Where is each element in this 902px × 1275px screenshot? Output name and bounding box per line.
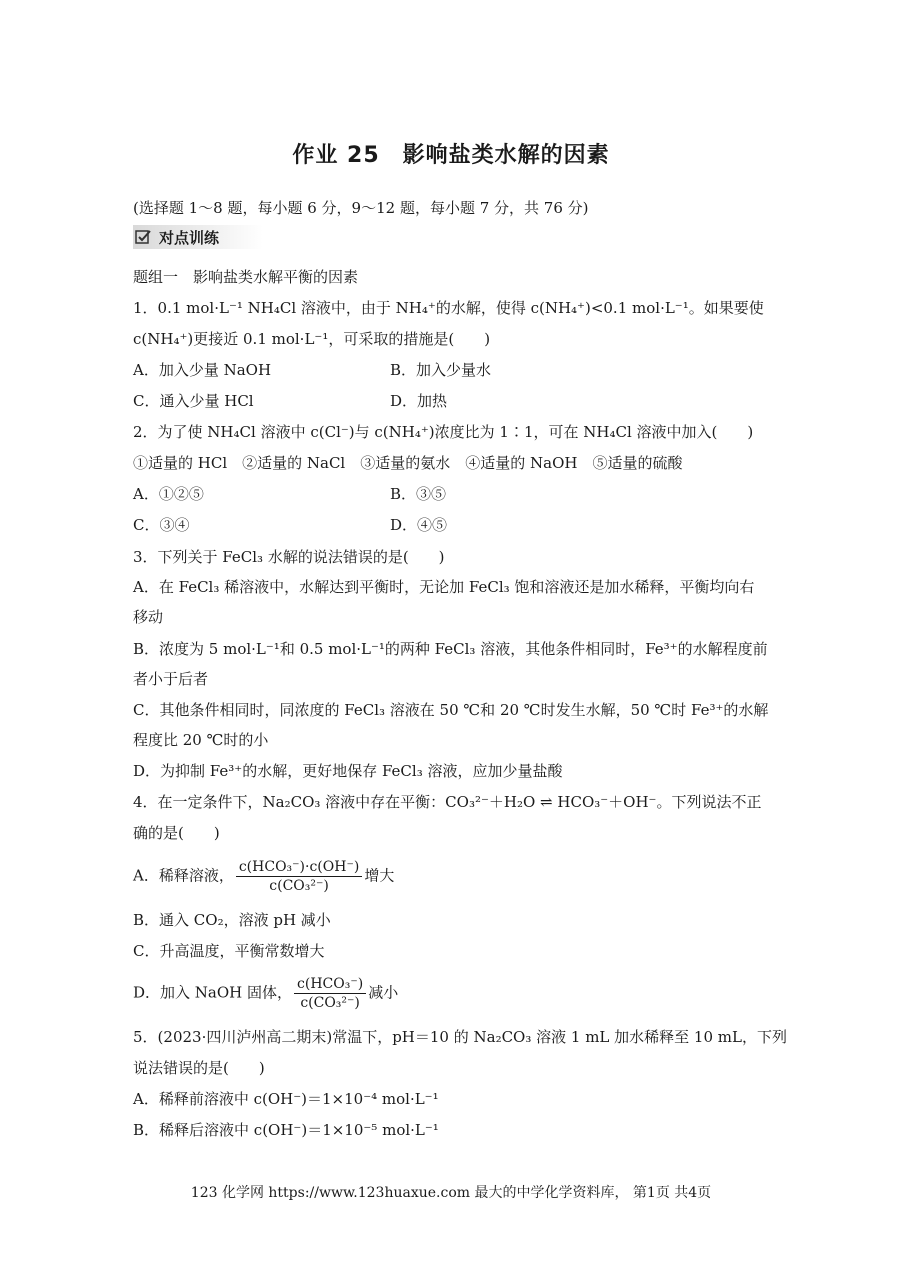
q1-option-d: D．加热: [390, 392, 448, 410]
q4-option-c: C．升高温度，平衡常数增大: [133, 942, 325, 960]
q3-option-c-line2: 程度比 20 ℃时的小: [133, 731, 269, 749]
q3-stem: 3．下列关于 FeCl₃ 水解的说法错误的是( ): [133, 548, 445, 566]
q4-option-a-numerator: c(HCO₃⁻)·c(OH⁻): [236, 858, 362, 877]
q3-option-a-line1: A．在 FeCl₃ 稀溶液中，水解达到平衡时，无论加 FeCl₃ 饱和溶液还是加水稀释，平衡均向右: [133, 578, 755, 596]
q4-option-a-suffix: 增大: [364, 866, 395, 885]
q5-stem-line2: 说法错误的是( ): [133, 1059, 265, 1077]
q3-option-b-line1: B．浓度为 5 mol·L⁻¹和 0.5 mol·L⁻¹的两种 FeCl₃ 溶液，其他条件相同时，Fe³⁺的水解程度前: [133, 640, 768, 658]
q4-stem-line2: 确的是( ): [133, 824, 220, 842]
q3-option-d: D．为抑制 Fe³⁺的水解，更好地保存 FeCl₃ 溶液，应加少量盐酸: [133, 762, 563, 780]
q4-option-a-denominator: c(CO₃²⁻): [269, 878, 329, 894]
q4-option-d-fraction: [294, 975, 366, 1012]
q1-option-a: A．加入少量 NaOH: [133, 361, 272, 379]
q4-option-d-suffix: 减小: [368, 983, 399, 1002]
q1-stem-line1: 1．0.1 mol·L⁻¹ NH₄Cl 溶液中，由于 NH₄⁺的水解，使得 c(NH₄⁺)<0.1 mol·L⁻¹。如果要使: [133, 299, 764, 317]
q4-option-d-denominator: c(CO₃²⁻): [300, 995, 360, 1011]
section-label: 对点训练: [159, 228, 220, 247]
q1-option-b: B．加入少量水: [390, 361, 492, 379]
q1-stem-line2: c(NH₄⁺)更接近 0.1 mol·L⁻¹，可采取的措施是( ): [133, 330, 491, 348]
q3-option-c-line1: C．其他条件相同时，同浓度的 FeCl₃ 溶液在 50 ℃和 20 ℃时发生水解，50 ℃时 Fe³⁺的水解: [133, 701, 769, 719]
page-footer: 123 化学网 https://www.123huaxue.com 最大的中学化学资料库， 第1页 共4页: [190, 1185, 712, 1201]
group-heading: 题组一 影响盐类水解平衡的因素: [133, 268, 359, 286]
q2-stem-line1: 2．为了使 NH₄Cl 溶液中 c(Cl⁻)与 c(NH₄⁺)浓度比为 1∶1，可在 NH₄Cl 溶液中加入( ): [133, 423, 754, 441]
q4-option-d-prefix: D．加入 NaOH 固体，: [133, 983, 293, 1002]
q2-stem-line2: ①适量的 HCl ②适量的 NaCl ③适量的氨水 ④适量的 NaOH ⑤适量的硫酸: [133, 454, 683, 472]
page-title: 作业 25 影响盐类水解的因素: [292, 143, 610, 168]
checkbox-icon: [135, 229, 151, 245]
q5-option-b: B．稀释后溶液中 c(OH⁻)＝1×10⁻⁵ mol·L⁻¹: [133, 1121, 439, 1139]
q4-option-d-numerator: c(HCO₃⁻): [294, 975, 366, 994]
q5-stem-line1: 5．(2023·四川泸州高二期末)常温下，pH＝10 的 Na₂CO₃ 溶液 1 mL 加水稀释至 10 mL，下列: [133, 1028, 787, 1046]
q2-option-a: A．①②⑤: [133, 485, 204, 503]
q4-option-a-prefix: A．稀释溶液，: [133, 866, 234, 885]
q5-option-a: A．稀释前溶液中 c(OH⁻)＝1×10⁻⁴ mol·L⁻¹: [133, 1090, 439, 1108]
q4-option-a: [133, 858, 394, 895]
instructions: (选择题 1～8 题，每小题 6 分，9～12 题，每小题 7 分，共 76 分): [133, 199, 589, 217]
q2-option-b: B．③⑤: [390, 485, 447, 503]
q1-option-c: C．通入少量 HCl: [133, 392, 254, 410]
q2-option-c: C．③④: [133, 516, 190, 534]
q3-option-a-line2: 移动: [133, 608, 164, 626]
q4-option-d: [133, 975, 398, 1012]
q3-option-b-line2: 者小于后者: [133, 670, 209, 688]
q2-option-d: D．④⑤: [390, 516, 448, 534]
q4-stem-line1: 4．在一定条件下，Na₂CO₃ 溶液中存在平衡：CO₃²⁻＋H₂O ⇌ HCO₃⁻＋OH⁻。下列说法不正: [133, 793, 762, 811]
q4-option-a-fraction: [236, 858, 362, 895]
q4-option-b: B．通入 CO₂，溶液 pH 减小: [133, 911, 331, 929]
section-header: [133, 225, 263, 249]
